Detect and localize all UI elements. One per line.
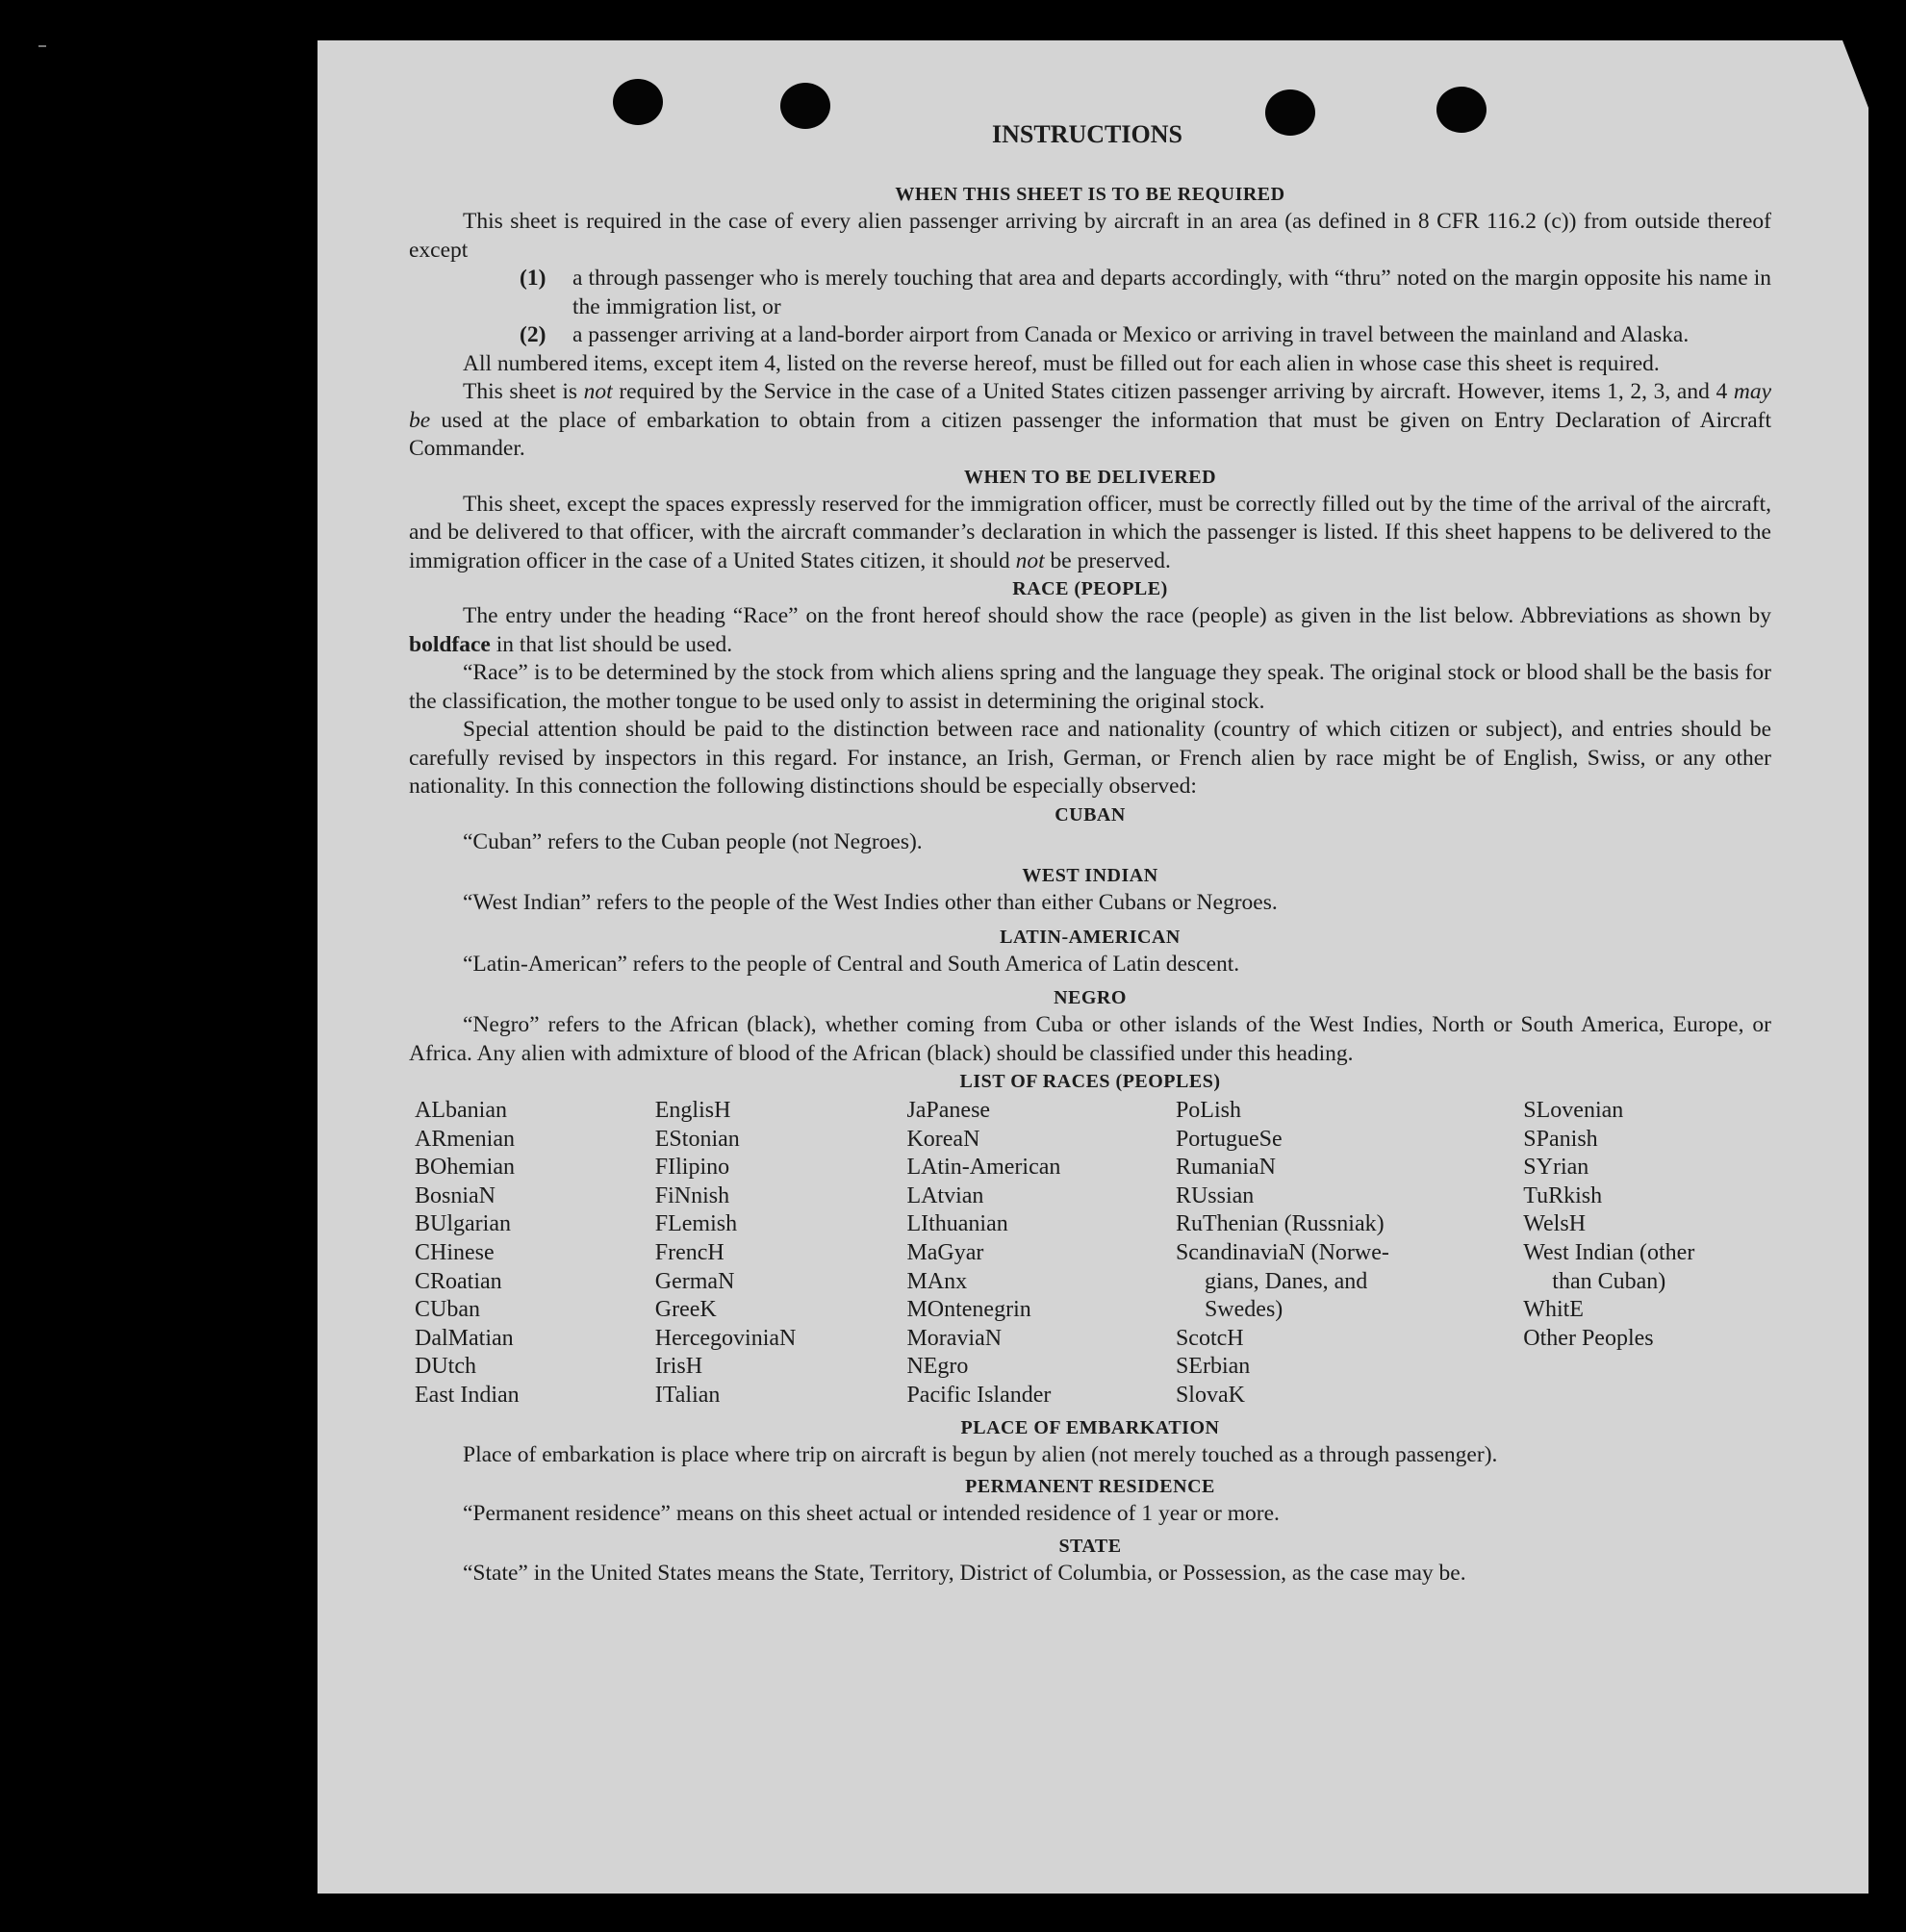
heading-when-required: WHEN THIS SHEET IS TO BE REQUIRED (895, 184, 1285, 205)
race-entry: gians, Danes, and (1204, 1268, 1368, 1294)
race-entry: CUban (415, 1297, 480, 1323)
race-entry: RuThenian (Russniak) (1175, 1211, 1385, 1237)
race-entry: LIthuanian (906, 1211, 1008, 1237)
definition-text: “Cuban” refers to the Cuban people (not Negroes). (463, 828, 923, 854)
heading-latin-american: LATIN-AMERICAN (1000, 926, 1181, 948)
paragraph: This sheet is not required by the Service in the case of a United States citizen passenger arriving by aircraft. However, items 1, 2, 3, and 4 may be used at the place of embarkation to obtain from a citizen passenger the information that must be given on Entry Declaration of Aircraft Commander. (409, 379, 1771, 461)
heading-race: RACE (PEOPLE) (1012, 578, 1168, 599)
races-column (906, 1097, 1176, 1411)
race-entry: RumaniaN (1175, 1155, 1276, 1181)
race-entry: KoreaN (906, 1126, 980, 1152)
race-entry: SYrian (1523, 1155, 1589, 1181)
race-entry: DUtch (415, 1354, 476, 1380)
race-entry: RUssian (1175, 1182, 1255, 1208)
race-entry: EnglisH (654, 1098, 731, 1123)
race-entry: HercegoviniaN (654, 1325, 797, 1351)
race-entry: BosniaN (415, 1182, 496, 1208)
race-entry: CRoatian (415, 1268, 502, 1294)
race-entry: JaPanese (906, 1098, 991, 1123)
race-entry: PortugueSe (1175, 1126, 1283, 1152)
definition-text: “Latin-American” refers to the people of Central and South America of Latin descent. (463, 951, 1240, 977)
race-entry: PoLish (1175, 1098, 1241, 1123)
race-entry: SLovenian (1523, 1098, 1624, 1123)
race-entry: ALbanian (415, 1098, 507, 1123)
race-entry: MAnx (906, 1268, 968, 1294)
race-entry: Other Peoples (1523, 1325, 1654, 1351)
race-entry: BOhemian (415, 1155, 515, 1181)
races-column (655, 1097, 907, 1411)
paragraph: “Race” is to be determined by the stock from which aliens spring and the language they speak. The original stock or blood shall be the basis for the classification, the mother tongue to be used only to assist in determining the original stock. (409, 660, 1771, 714)
instructions-body (409, 181, 1771, 1588)
definition-text: “Permanent residence” means on this sheet actual or intended residence of 1 year or more. (463, 1501, 1280, 1527)
race-entry: East Indian (415, 1382, 520, 1408)
races-column (415, 1097, 655, 1411)
race-entry: FLemish (654, 1211, 738, 1237)
definition-text: Place of embarkation is place where trip on aircraft is begun by alien (not merely touched as a through passenger). (463, 1441, 1498, 1467)
races-column (1176, 1097, 1461, 1411)
heading-state: STATE (1058, 1535, 1122, 1557)
race-entry: MaGyar (906, 1239, 984, 1265)
race-entry: West Indian (other (1523, 1239, 1695, 1265)
heading-when-delivered: WHEN TO BE DELIVERED (963, 466, 1217, 488)
paragraph: All numbered items, except item 4, listed on the reverse hereof, must be filled out for each alien in whose case this sheet is required. (463, 350, 1660, 376)
paragraph: Special attention should be paid to the distinction between race and nationality (country of which citizen or subject), and entries should be carefully revised by inspectors in this regard. For instance, an Irish, German, or French alien by race might be of English, Swiss, or any other nationality. In this connection the following distinctions should be especially observed: (409, 717, 1771, 799)
race-entry: Swedes) (1204, 1297, 1283, 1323)
race-entry: than Cuban) (1552, 1268, 1666, 1294)
heading-permanent-residence: PERMANENT RESIDENCE (965, 1476, 1215, 1498)
race-entry: GermaN (654, 1268, 735, 1294)
race-entry: CHinese (415, 1239, 495, 1265)
paragraph: The entry under the heading “Race” on the front hereof should show the race (people) as given in the list below. Abbreviations as shown by boldface in that list should be used. (409, 603, 1771, 657)
race-entry: MOntenegrin (906, 1297, 1031, 1323)
exception-item (409, 321, 1771, 350)
page-title: INSTRUCTIONS (992, 120, 1182, 148)
race-entry: FIlipino (654, 1155, 730, 1181)
race-entry: NEgro (906, 1354, 969, 1380)
race-entry: WhitE (1523, 1297, 1584, 1323)
heading-cuban: CUBAN (1055, 803, 1126, 826)
race-entry: FiNnish (654, 1182, 730, 1208)
race-entry: SlovaK (1175, 1382, 1245, 1408)
heading-place-of-embarkation: PLACE OF EMBARKATION (960, 1416, 1220, 1438)
races-list (415, 1097, 1771, 1411)
race-entry: WelsH (1523, 1211, 1587, 1237)
item-number: (2) (520, 322, 546, 347)
definition-text: “State” in the United States means the State, Territory, District of Columbia, or Possession, as the case may be. (463, 1560, 1466, 1586)
race-entry: TuRkish (1523, 1182, 1603, 1208)
race-entry: ITalian (654, 1382, 721, 1408)
races-column (1523, 1097, 1771, 1411)
race-entry: Pacific Islander (906, 1382, 1052, 1408)
definition-text: “West Indian” refers to the people of the West Indies other than either Cubans or Negroes. (463, 890, 1278, 915)
race-entry: FrencH (654, 1239, 724, 1265)
race-entry: DalMatian (415, 1325, 514, 1351)
race-entry: BUlgarian (415, 1211, 511, 1237)
paragraph: This sheet, except the spaces expressly reserved for the immigration officer, must be correctly filled out by the time of the arrival of the aircraft, and be delivered to that officer, with the aircraft commander’s declaration in which the passenger is listed. If this sheet happens to be delivered to the immigration officer in the case of a United States citizen, it should not be preserved. (409, 491, 1771, 573)
exception-item (409, 265, 1771, 321)
item-text: a passenger arriving at a land-border airport from Canada or Mexico or arriving in travel between the mainland and Alaska. (572, 322, 1690, 347)
punch-hole (613, 79, 663, 125)
race-entry: SErbian (1175, 1354, 1251, 1380)
black-border-mark (38, 45, 46, 47)
race-entry: ARmenian (415, 1126, 515, 1152)
item-text: a through passenger who is merely touching that area and departs accordingly, with “thru” noted on the margin opposite his name in the immigration list, or (572, 266, 1771, 319)
race-entry: EStonian (654, 1126, 740, 1152)
race-entry: GreeK (654, 1297, 717, 1323)
paragraph: This sheet is required in the case of every alien passenger arriving by aircraft in an area (as defined in 8 CFR 116.2 (c)) from outside thereof except (409, 209, 1771, 263)
race-entry: ScandinaviaN (Norwe- (1175, 1239, 1389, 1265)
race-entry: LAtvian (906, 1182, 984, 1208)
heading-list-of-races: LIST OF RACES (PEOPLES) (959, 1071, 1221, 1092)
race-entry: LAtin-American (906, 1155, 1061, 1181)
definition-text: “Negro” refers to the African (black), whether coming from Cuba or other islands of the West Indies, North or South America, Europe, or Africa. Any alien with admixture of blood of the African (black) should be classified under this heading. (409, 1012, 1771, 1066)
race-entry: IrisH (654, 1354, 703, 1380)
heading-negro: NEGRO (1054, 987, 1127, 1008)
heading-west-indian: WEST INDIAN (1022, 865, 1158, 886)
item-number: (1) (520, 266, 546, 291)
race-entry: ScotcH (1175, 1325, 1244, 1351)
race-entry: MoraviaN (906, 1325, 1003, 1351)
race-entry: SPanish (1523, 1126, 1598, 1152)
